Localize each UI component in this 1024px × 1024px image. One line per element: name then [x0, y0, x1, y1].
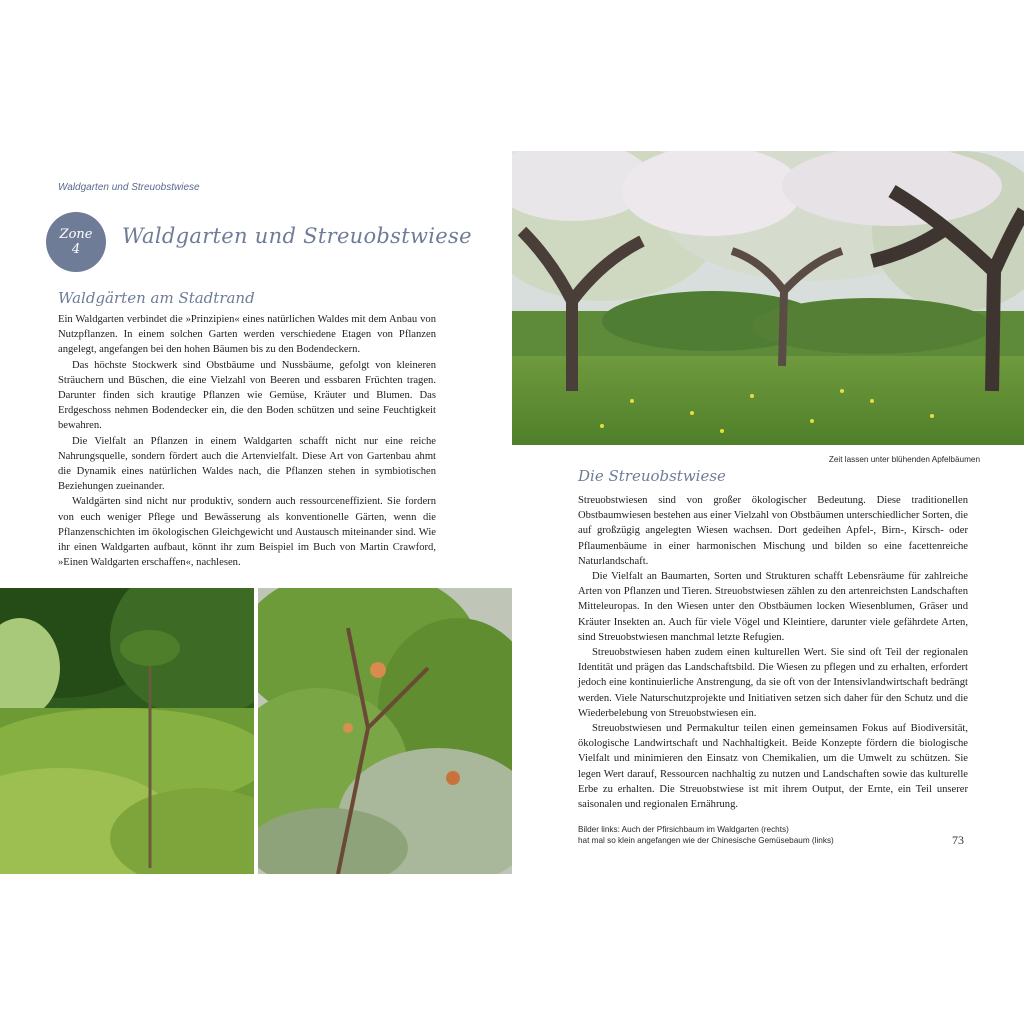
paragraph: Das höchste Stockwerk sind Obstbäume und Nussbäume, gefolgt von kleineren Sträuchern und Büschen, die eine Vielzahl von Beeren und essbaren Früchten tragen. Darunter finden sich krautige Pflanzen wie Gemüse, Kräuter und Blumen. Das Erdgeschoss nehmen Bodendecker ein, die den Boden schützen und seine Feuchtigkeit bewahren. — [58, 359, 436, 432]
zone-badge — [46, 212, 106, 272]
paragraph: Die Vielfalt an Baumarten, Sorten und Strukturen schafft Lebensräume für zahlreiche Arten von Pflanzen und Tieren. Streuobstwiesen zählen zu den artenreichsten Landschaften Mitteleuropas. In den Wiesen unter den Obstbäumen locken Wiesenblumen, Gräser und Kräuter Insekten an. Auch für viele Vögel und Kleintiere, darunter viele gefährdete Arten, sind Streuobstwiesen manchmal letzte Refugien. — [578, 571, 968, 643]
paragraph: Streuobstwiesen sind von großer ökologischer Bedeutung. Diese traditionellen Obstbaumwiesen bestehen aus einer Vielzahl von Obstbäumen unterschiedlicher Sorten, die auf großzügig angelegten Wiesen wachsen. Dort gedeihen Apfel-, Birn-, Kirsch- oder Pflaumenbäume in einer harmonischen Mischung und bilden so eine facettenreiche Naturlandschaft. — [578, 495, 968, 567]
caption-line-1: Bilder links: Auch der Pfirsichbaum im Waldgarten (rechts) — [578, 825, 789, 834]
paragraph: Ein Waldgarten verbindet die »Prinzipien« eines natürlichen Waldes mit dem Anbau von Nutzpflanzen. In einem solchen Garten werden verschiedene Etagen von Pflanzen angelegt, angefangen bei den hohen Bäumen bis zu den Bodendeckern. — [58, 314, 436, 356]
section-body-waldgaerten — [58, 312, 436, 570]
section-body-streuobstwiese — [578, 493, 968, 812]
zone-badge-number: 4 — [71, 242, 81, 257]
chapter-title: Waldgarten und Streuobstwiese — [122, 224, 472, 248]
caption-line-2: hat mal so klein angefangen wie der Chinesische Gemüsebaum (links) — [578, 836, 834, 845]
running-head: Waldgarten und Streuobstwiese — [58, 182, 200, 193]
paragraph: Die Vielfalt an Pflanzen in einem Waldgarten schafft nicht nur eine reiche Nahrungsquelle, sondern fördert auch die Artenvielfalt. Diese Art von Gartenbau ahmt die Dynamik eines natürlichen Waldes nach, die Pflanzen stehen in symbiotischen Beziehungen zueinander. — [58, 435, 436, 493]
photo-caption-bottom — [578, 824, 908, 846]
section-title-streuobstwiese: Die Streuobstwiese — [578, 467, 726, 485]
photo-forest-garden — [0, 588, 254, 874]
page-number: 73 — [952, 833, 964, 847]
section-title-waldgaerten: Waldgärten am Stadtrand — [58, 289, 255, 307]
photo-apple-orchard — [512, 151, 1024, 445]
paragraph: Streuobstwiesen und Permakultur teilen einen gemeinsamen Fokus auf Biodiversität, ökologische Landwirtschaft und Nachhaltigkeit. Beide Konzepte fördern die biologische Vielfalt und minimieren den Einsatz von Chemikalien, um die Umwelt zu schützen. Sie legen Wert darauf, Ressourcen nachhaltig zu nutzen und Landschaften sowie das kulturelle Erbe zu erhalten. Die Streuobstwiese ist mit ihrem Output, der Ernte, ein Teil unserer saisonalen und regionalen Ernährung. — [578, 723, 968, 811]
photo-peach-tree — [258, 588, 512, 874]
zone-badge-word: Zone — [59, 227, 93, 242]
paragraph: Waldgärten sind nicht nur produktiv, sondern auch ressourceneffizient. Sie fordern von euch weniger Pflege und Bewässerung als konventionelle Gärten, wenn die Pflanzenschichten im ökologischen Gleichgewicht und Austausch miteinander sind. Wie ihr einen Waldgarten aufbaut, könnt ihr zum Beispiel im Buch von Martin Crawford, »Einen Waldgarten erschaffen«, nachlesen. — [58, 496, 436, 569]
photo-caption-orchard: Zeit lassen unter blühenden Apfelbäumen — [828, 455, 980, 464]
paragraph: Streuobstwiesen haben zudem einen kulturellen Wert. Sie sind oft Teil der regionalen Identität und prägen das Landschaftsbild. Die Wiesen zu pflegen und zu erhalten, erfordert jedoch eine kontinuierliche Anstrengung, da sie oft von der Intensivlandwirtschaft bedrängt werden. Viele Naturschutzprojekte und Initiativen setzen sich daher für den Schutz und die Wiederbelebung von Streuobstwiesen ein. — [578, 647, 968, 719]
